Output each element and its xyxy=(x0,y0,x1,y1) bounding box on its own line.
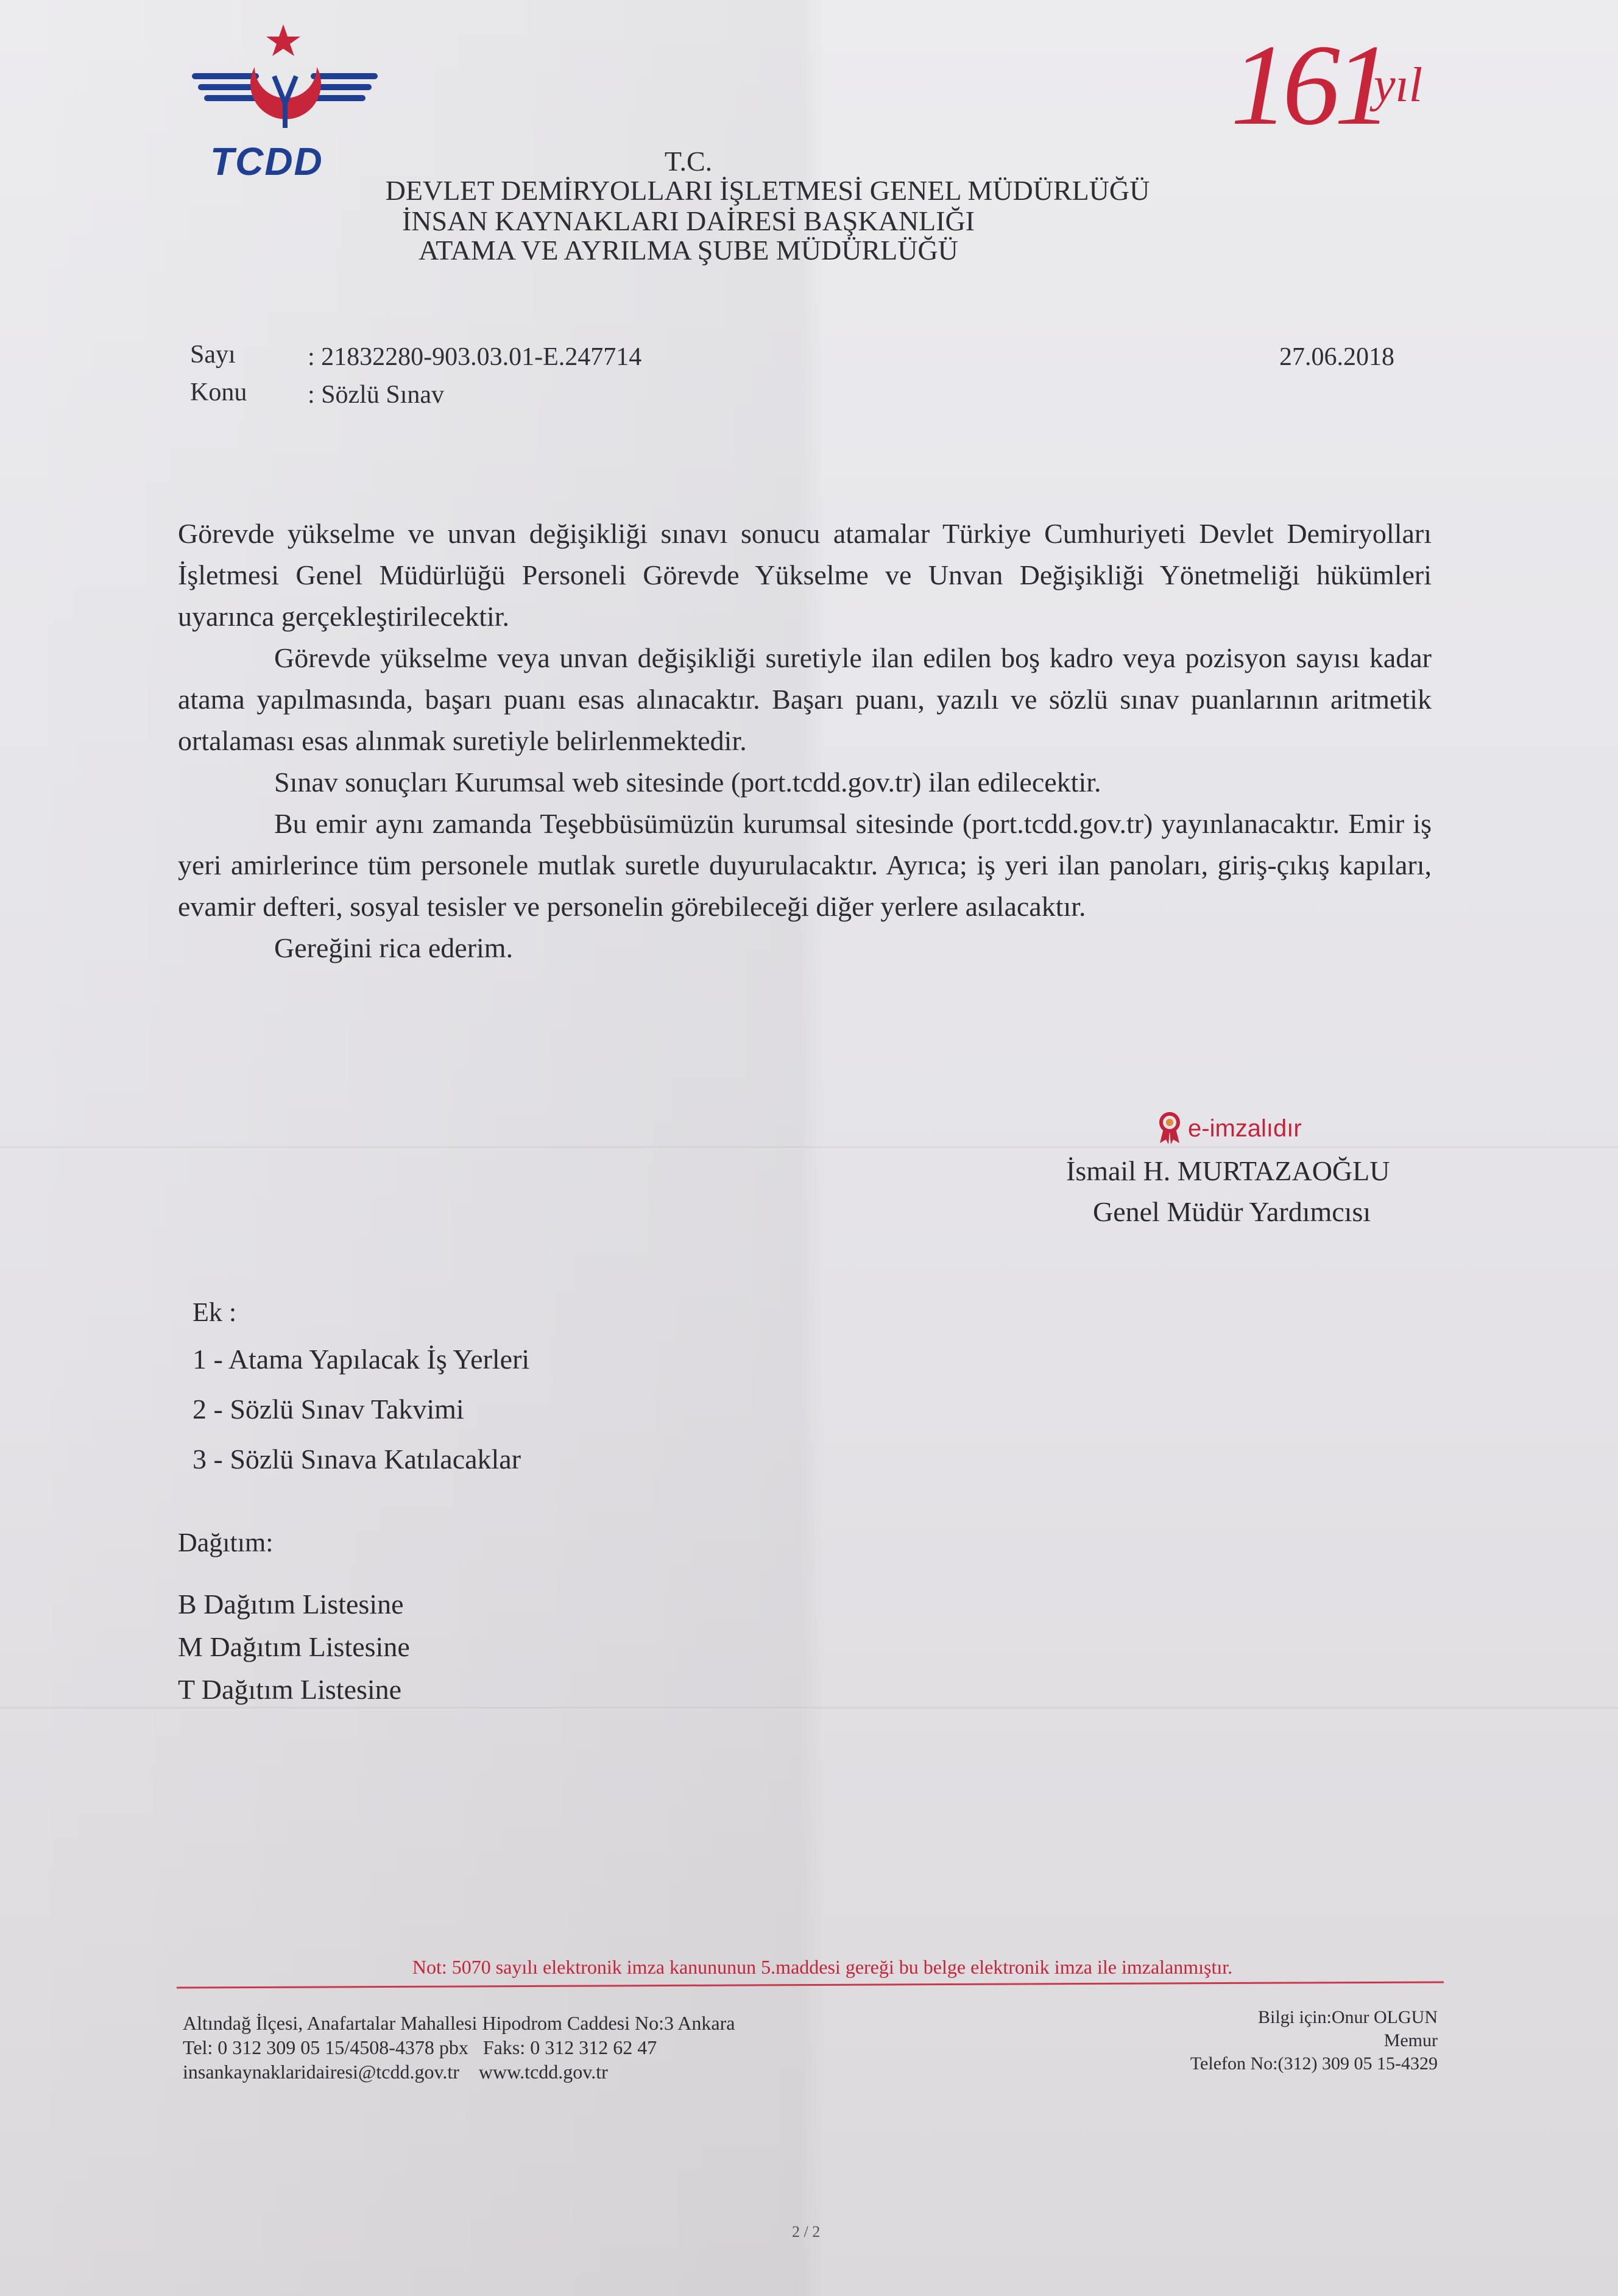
footer-tel: Tel: 0 312 309 05 15/4508-4378 pbx xyxy=(183,2036,468,2058)
header-line-tc: T.C. xyxy=(664,146,713,177)
footer-info-role: Memur xyxy=(1383,2030,1438,2050)
body-paragraph: Bu emir aynı zamanda Teşebbüsümüzün kurumsal sitesinde (port.tcdd.gov.tr) yayınlanacaktır. Emir iş yeri amirlerince tüm personele mutlak suretle duyurulacaktır. Ayrıca; iş yeri ilan panoları, giriş-çıkış kapıları, evamir defteri, sosyal tesisler ve personelin görebileceği diğer yerlere asılacaktır. xyxy=(178,808,1432,922)
header-line-branch: ATAMA VE AYRILMA ŞUBE MÜDÜRLÜĞÜ xyxy=(419,235,958,266)
letter-body xyxy=(178,513,1432,969)
body-paragraph: Görevde yükselme veya unvan değişikliği suretiyle ilan edilen boş kadro veya pozisyon sayısı kadar atama yapılmasında, başarı puanı esas alınacaktır. Başarı puanı, yazılı ve sözlü sınav puanlarının aritmetik ortalaması esas alınmak suretiyle belirlenmektedir. xyxy=(178,642,1432,756)
attachments-list xyxy=(193,1343,529,1493)
document-date: 27.06.2018 xyxy=(1279,343,1394,371)
footer-email: insankaynaklaridairesi@tcdd.gov.tr xyxy=(183,2061,459,2083)
footer-address: Altındağ İlçesi, Anafartalar Mahallesi Hipodrom Caddesi No:3 Ankara xyxy=(183,2012,735,2034)
attachment-item: 2 - Sözlü Sınav Takvimi xyxy=(193,1394,464,1425)
sayi-label: Sayı xyxy=(190,341,236,369)
e-signature-note: Not: 5070 sayılı elektronik imza kanununun 5.maddesi gereği bu belge elektronik imza ile imzalanmıştır. xyxy=(412,1956,1233,1978)
konu-label: Konu xyxy=(190,378,247,406)
body-paragraph: Görevde yükselme ve unvan değişikliği sınavı sonucu atamalar Türkiye Cumhuriyeti Devlet Demiryolları İşletmesi Genel Müdürlüğü Personeli Görevde Yükselme ve Unvan Değişikliği Yönetmeliği hükümleri uyarınca gerçekleştirilecektir. xyxy=(178,518,1432,632)
distribution-item: M Dağıtım Listesine xyxy=(178,1631,410,1662)
page-number: 2 / 2 xyxy=(792,2223,821,2241)
distribution-list xyxy=(178,1583,410,1711)
footer-fax: Faks: 0 312 312 62 47 xyxy=(482,2036,657,2058)
footer-phones xyxy=(183,2035,735,2060)
distribution-title: Dağıtım: xyxy=(178,1528,274,1557)
footer-divider xyxy=(177,1981,1444,1988)
distribution-item: B Dağıtım Listesine xyxy=(178,1589,404,1620)
attachment-item: 3 - Sözlü Sınava Katılacaklar xyxy=(193,1444,521,1475)
sayi-value: : 21832280-903.03.01-E.247714 xyxy=(308,343,642,371)
anniversary-number: 161 xyxy=(1231,21,1386,149)
distribution-item: T Dağıtım Listesine xyxy=(178,1674,402,1705)
attachments-title: Ek : xyxy=(193,1297,237,1327)
konu-value: : Sözlü Sınav xyxy=(308,381,445,409)
footer-info xyxy=(1084,2006,1438,2075)
body-closing: Gereğini rica ederim. xyxy=(274,932,514,963)
footer-online xyxy=(183,2060,735,2084)
footer-info-phone: Telefon No:(312) 309 05 15-4329 xyxy=(1190,2053,1438,2074)
anniversary-suffix: yıl xyxy=(1374,58,1422,112)
footer-web: www.tcdd.gov.tr xyxy=(478,2061,608,2083)
e-signature-mark xyxy=(1157,1111,1302,1146)
logo-text: TCDD xyxy=(210,140,323,183)
attachment-item: 1 - Atama Yapılacak İş Yerleri xyxy=(193,1344,530,1375)
header-line-directorate: DEVLET DEMİRYOLLARI İŞLETMESİ GENEL MÜDÜRLÜĞÜ xyxy=(385,175,1150,206)
e-signature-label: e-imzalıdır xyxy=(1188,1114,1302,1142)
ribbon-award-icon xyxy=(1157,1111,1182,1146)
footer-info-contact: Bilgi için:Onur OLGUN xyxy=(1258,2007,1438,2027)
signatory-title: Genel Müdür Yardımcısı xyxy=(1093,1196,1371,1227)
footer-contact xyxy=(183,2011,735,2084)
body-paragraph: Sınav sonuçları Kurumsal web sitesinde (port.tcdd.gov.tr) ilan edilecektir. xyxy=(274,767,1101,798)
header-line-department: İNSAN KAYNAKLARI DAİRESİ BAŞKANLIĞI xyxy=(401,205,975,236)
signatory-name: İsmail H. MURTAZAOĞLU xyxy=(1066,1155,1390,1186)
paper-fold xyxy=(0,1146,1618,1149)
